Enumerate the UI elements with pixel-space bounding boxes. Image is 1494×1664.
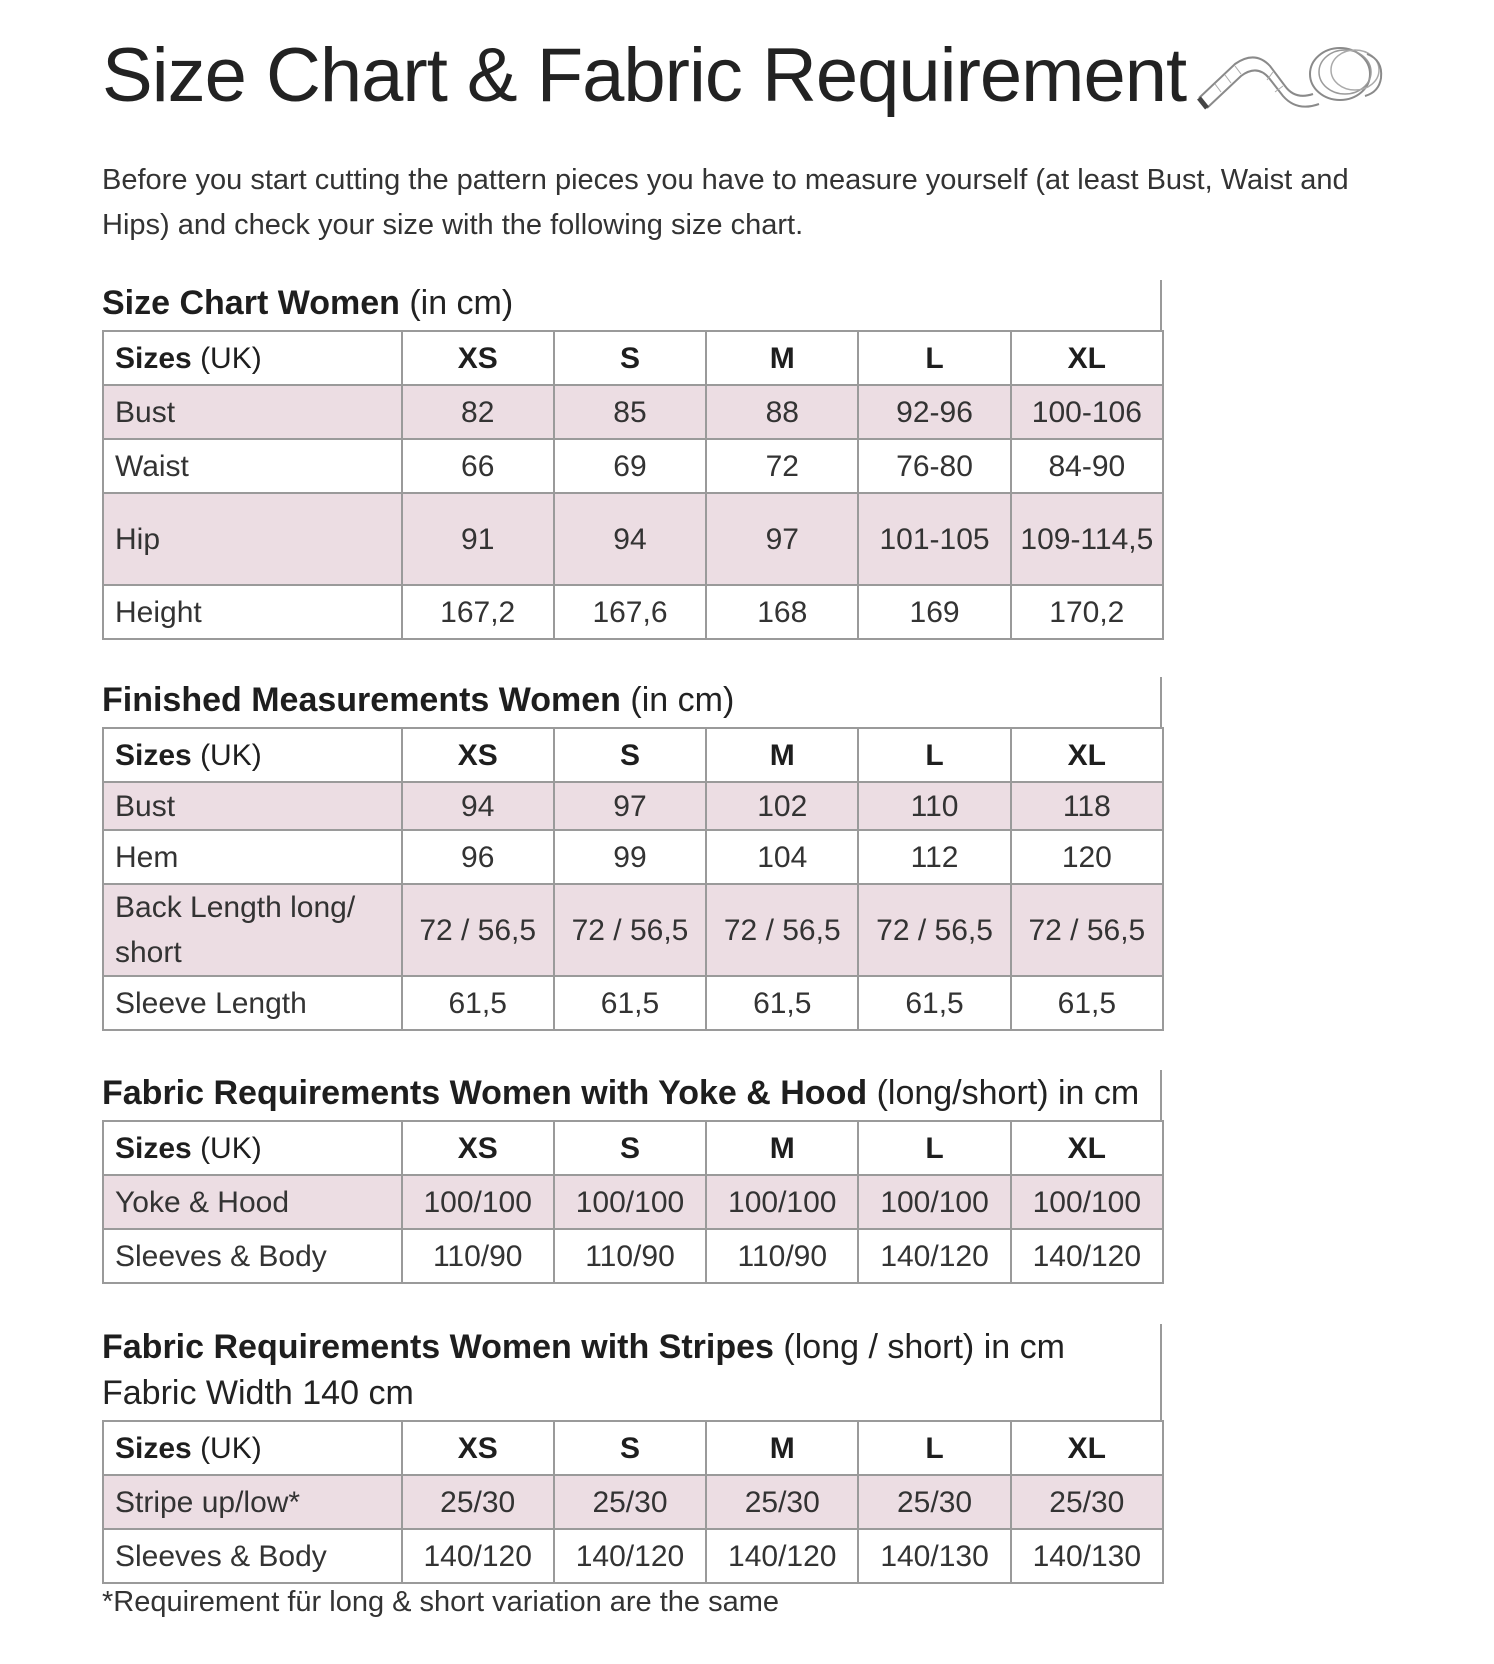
- row-label: Yoke & Hood: [103, 1175, 402, 1229]
- sizes-label: Sizes (UK): [103, 331, 402, 385]
- table-cell: 72: [706, 439, 858, 493]
- table-cell: 110/90: [402, 1229, 554, 1283]
- table-cell: 25/30: [706, 1475, 858, 1529]
- table-row: [103, 1529, 1163, 1583]
- size-header: S: [554, 331, 706, 385]
- table-cell: 100/100: [1011, 1175, 1163, 1229]
- table-cell: 96: [402, 830, 554, 884]
- table-cell: 170,2: [1011, 585, 1163, 639]
- table-row: [103, 585, 1163, 639]
- size-header: XL: [1011, 1121, 1163, 1175]
- size-header: S: [554, 728, 706, 782]
- table-cell: 140/120: [1011, 1229, 1163, 1283]
- fabric-width-note: Fabric Width 140 cm: [102, 1374, 414, 1412]
- size-chart-section: [102, 280, 1162, 640]
- section-heading: [102, 1070, 1162, 1120]
- size-header: XS: [402, 331, 554, 385]
- size-header: M: [706, 728, 858, 782]
- table-row: [103, 884, 1163, 976]
- table-cell: 140/120: [706, 1529, 858, 1583]
- finished-measurements-table: [102, 727, 1164, 1031]
- table-cell: 167,2: [402, 585, 554, 639]
- table-cell: 167,6: [554, 585, 706, 639]
- size-header: S: [554, 1121, 706, 1175]
- table-cell: 72 / 56,5: [554, 884, 706, 976]
- sizes-label: Sizes (UK): [103, 1421, 402, 1475]
- table-cell: 168: [706, 585, 858, 639]
- table-cell: 100/100: [706, 1175, 858, 1229]
- table-cell: 140/120: [858, 1229, 1010, 1283]
- size-header: M: [706, 1421, 858, 1475]
- row-label: Sleeves & Body: [103, 1229, 402, 1283]
- table-row: [103, 782, 1163, 830]
- table-cell: 120: [1011, 830, 1163, 884]
- table-cell: 82: [402, 385, 554, 439]
- row-label: Bust: [103, 385, 402, 439]
- row-label: Back Length long/ short: [103, 884, 402, 976]
- table-cell: 76-80: [858, 439, 1010, 493]
- section-heading-unit: (in cm): [409, 284, 514, 322]
- size-header: M: [706, 331, 858, 385]
- table-header-row: [103, 1421, 1163, 1475]
- intro-text: Before you start cutting the pattern pieces you have to measure yourself (at least Bust, Waist and Hips) and check your size with the following size chart.: [102, 164, 1349, 241]
- table-cell: 66: [402, 439, 554, 493]
- table-cell: 94: [402, 782, 554, 830]
- row-label: Bust: [103, 782, 402, 830]
- section-heading-title: Fabric Requirements Women with Stripes: [102, 1328, 774, 1366]
- table-cell: 100-106: [1011, 385, 1163, 439]
- row-label: Hem: [103, 830, 402, 884]
- row-label: Stripe up/low*: [103, 1475, 402, 1529]
- table-cell: 102: [706, 782, 858, 830]
- table-cell: 85: [554, 385, 706, 439]
- table-cell: 101-105: [858, 493, 1010, 585]
- table-cell: 97: [706, 493, 858, 585]
- table-header-row: [103, 728, 1163, 782]
- row-label: Hip: [103, 493, 402, 585]
- table-cell: 100/100: [402, 1175, 554, 1229]
- page-title: Size Chart & Fabric Requirement: [102, 33, 1187, 118]
- size-header: S: [554, 1421, 706, 1475]
- table-cell: 92-96: [858, 385, 1010, 439]
- table-row: [103, 1475, 1163, 1529]
- table-row: [103, 439, 1163, 493]
- table-cell: 169: [858, 585, 1010, 639]
- size-header: XS: [402, 728, 554, 782]
- table-row: [103, 976, 1163, 1030]
- table-row: [103, 1175, 1163, 1229]
- table-cell: 25/30: [1011, 1475, 1163, 1529]
- section-heading-unit: (long/short) in cm: [876, 1074, 1140, 1112]
- table-cell: 99: [554, 830, 706, 884]
- table-cell: 25/30: [554, 1475, 706, 1529]
- row-label: Height: [103, 585, 402, 639]
- table-cell: 110/90: [706, 1229, 858, 1283]
- table-cell: 61,5: [402, 976, 554, 1030]
- measuring-tape-icon: [1195, 36, 1385, 116]
- row-label: Waist: [103, 439, 402, 493]
- table-cell: 112: [858, 830, 1010, 884]
- section-heading-unit: (in cm): [630, 681, 735, 719]
- table-header-row: [103, 331, 1163, 385]
- table-cell: 104: [706, 830, 858, 884]
- table-row: [103, 830, 1163, 884]
- size-header: XL: [1011, 1421, 1163, 1475]
- table-cell: 61,5: [706, 976, 858, 1030]
- table-cell: 110: [858, 782, 1010, 830]
- section-heading-title: Finished Measurements Women: [102, 681, 621, 719]
- size-header: M: [706, 1121, 858, 1175]
- table-cell: 61,5: [1011, 976, 1163, 1030]
- table-cell: 69: [554, 439, 706, 493]
- fabric-yoke-hood-section: [102, 1070, 1162, 1284]
- table-cell: 72 / 56,5: [1011, 884, 1163, 976]
- size-chart-table: [102, 330, 1164, 640]
- size-header: XS: [402, 1421, 554, 1475]
- table-header-row: [103, 1121, 1163, 1175]
- row-label: Sleeve Length: [103, 976, 402, 1030]
- section-heading-title: Fabric Requirements Women with Yoke & Hood: [102, 1074, 868, 1112]
- table-cell: 61,5: [554, 976, 706, 1030]
- table-cell: 25/30: [402, 1475, 554, 1529]
- table-row: [103, 1229, 1163, 1283]
- section-heading-unit: (long / short) in cm: [783, 1328, 1065, 1366]
- footnote: *Requirement für long & short variation are the same: [102, 1586, 780, 1618]
- table-cell: 61,5: [858, 976, 1010, 1030]
- table-cell: 140/120: [554, 1529, 706, 1583]
- size-header: L: [858, 331, 1010, 385]
- size-header: XS: [402, 1121, 554, 1175]
- sizes-label: Sizes (UK): [103, 1121, 402, 1175]
- fabric-yoke-hood-table: [102, 1120, 1164, 1284]
- size-header: L: [858, 1121, 1010, 1175]
- finished-measurements-section: [102, 677, 1162, 1031]
- size-header: XL: [1011, 728, 1163, 782]
- table-cell: 110/90: [554, 1229, 706, 1283]
- row-label: Sleeves & Body: [103, 1529, 402, 1583]
- table-cell: 72 / 56,5: [706, 884, 858, 976]
- table-cell: 109-114,5: [1011, 493, 1163, 585]
- table-cell: 118: [1011, 782, 1163, 830]
- table-cell: 100/100: [858, 1175, 1010, 1229]
- table-cell: 100/100: [554, 1175, 706, 1229]
- table-cell: 97: [554, 782, 706, 830]
- table-cell: 25/30: [858, 1475, 1010, 1529]
- section-heading: [102, 677, 1162, 727]
- section-heading-title: Size Chart Women: [102, 284, 400, 322]
- size-header: XL: [1011, 331, 1163, 385]
- section-heading: [102, 280, 1162, 330]
- table-cell: 140/130: [1011, 1529, 1163, 1583]
- table-cell: 140/130: [858, 1529, 1010, 1583]
- table-cell: 84-90: [1011, 439, 1163, 493]
- table-cell: 140/120: [402, 1529, 554, 1583]
- table-row: [103, 493, 1163, 585]
- size-header: L: [858, 1421, 1010, 1475]
- table-row: [103, 385, 1163, 439]
- table-cell: 72 / 56,5: [858, 884, 1010, 976]
- table-cell: 94: [554, 493, 706, 585]
- fabric-stripes-section: [102, 1324, 1162, 1584]
- table-cell: 91: [402, 493, 554, 585]
- sizes-label: Sizes (UK): [103, 728, 402, 782]
- table-cell: 72 / 56,5: [402, 884, 554, 976]
- table-cell: 88: [706, 385, 858, 439]
- section-heading: [102, 1324, 1162, 1420]
- fabric-stripes-table: [102, 1420, 1164, 1584]
- size-header: L: [858, 728, 1010, 782]
